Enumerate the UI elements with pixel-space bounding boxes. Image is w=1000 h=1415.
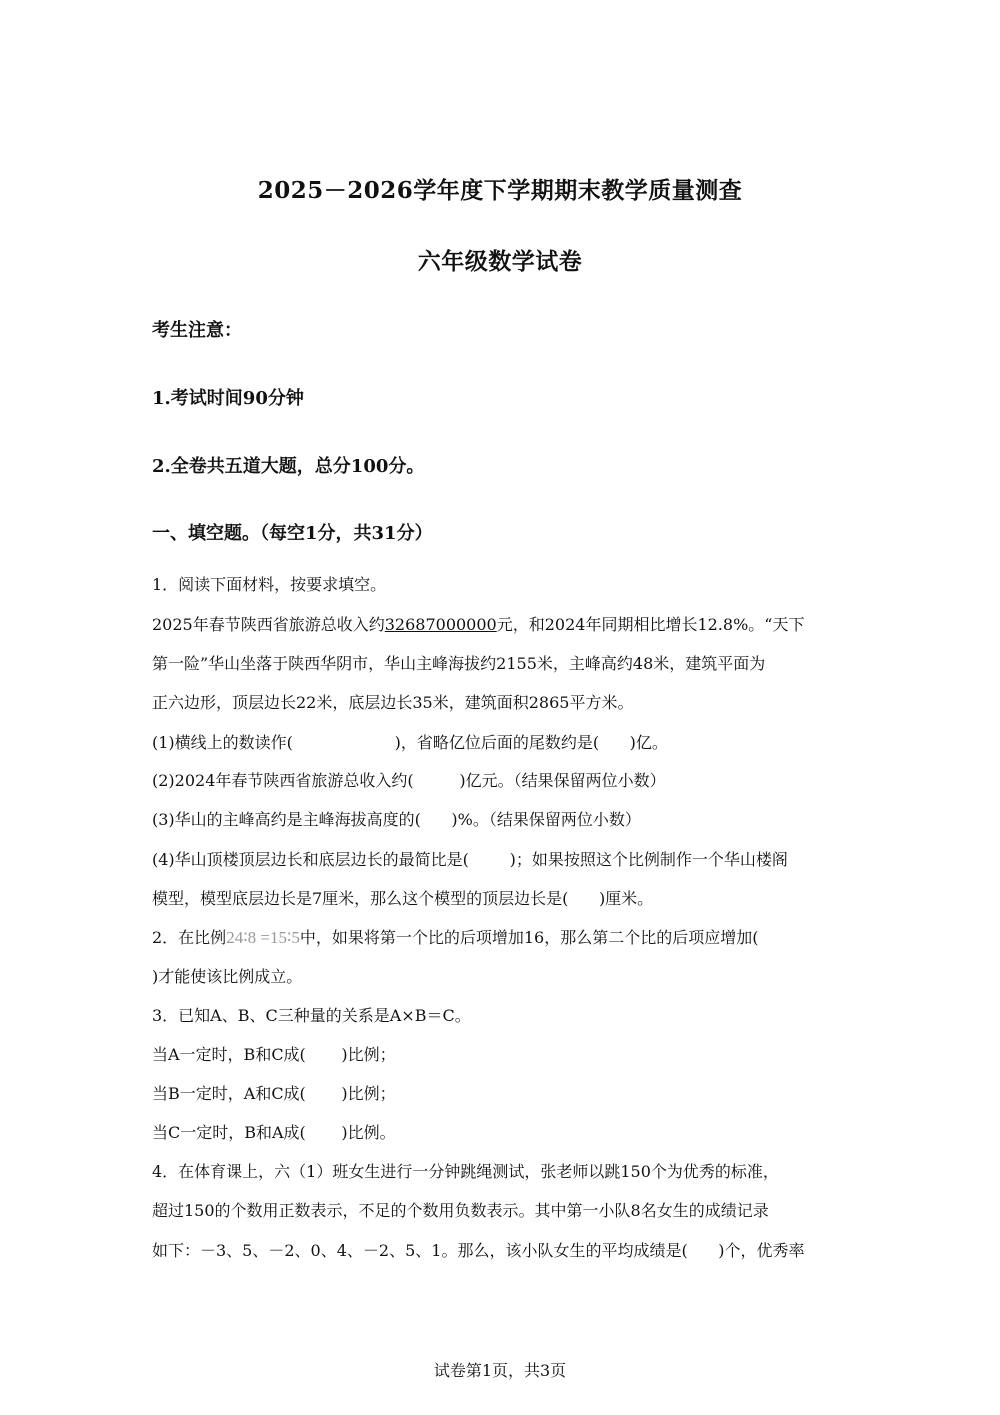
exam-subtitle: 六年级数学试卷 — [417, 248, 583, 275]
question-2-before: 2．在比例 — [152, 928, 227, 947]
question-1-material-line2: 第一险”华山坐落于陕西华阴市，华山主峰海拔约2155米，主峰高约48米，建筑平面为 — [152, 654, 766, 673]
question-3-case-b: 当B一定时，A和C成( )比例； — [152, 1084, 396, 1103]
question-1-part-1: (1)横线上的数读作( )，省略亿位后面的尾数约是( )亿。 — [152, 733, 668, 752]
question-1-material-line1 — [152, 612, 804, 635]
page-footer: 试卷第1页，共3页 — [433, 1361, 567, 1380]
underlined-number: 32687000000 — [384, 615, 497, 634]
question-1-intro: 1．阅读下面材料，按要求填空。 — [152, 575, 387, 594]
section-fill-in-heading: 一、填空题。（每空1分，共31分） — [152, 523, 433, 544]
question-3-case-a: 当A一定时，B和C成( )比例； — [152, 1045, 396, 1064]
question-2-after: 中，如果将第一个比的后项增加16，那么第二个比的后项应增加( — [299, 928, 759, 947]
question-2-line2: )才能使该比例成立。 — [152, 967, 303, 986]
question-1-part-3: (3)华山的主峰高约是主峰海拔高度的( )%。（结果保留两位小数） — [152, 810, 641, 829]
question-4-line3: 如下：－3、5、－2、0、4、－2、5、1。那么，该小队女生的平均成绩是( )个，优秀率 — [152, 1241, 805, 1260]
question-1-part-2: (2)2024年春节陕西省旅游总收入约( )亿元。（结果保留两位小数） — [152, 771, 666, 790]
question-4-line2: 超过150的个数用正数表示，不足的个数用负数表示。其中第一小队8名女生的成绩记录 — [152, 1201, 769, 1220]
question-1-part-4-line1: (4)华山顶楼顶层边长和底层边长的最简比是( )；如果按照这个比例制作一个华山楼阁 — [152, 850, 788, 869]
material-text-a: 2025年春节陕西省旅游总收入约 — [152, 615, 385, 634]
notice-item-time: 1.考试时间90分钟 — [152, 388, 304, 409]
proportion-formula: 24∶8 =15∶5 — [226, 928, 300, 947]
question-1-material-line3: 正六边形，顶层边长22米，底层边长35米，建筑面积2865平方米。 — [152, 693, 634, 712]
question-2-line1 — [152, 925, 758, 948]
notice-heading: 考生注意： — [152, 320, 242, 341]
material-text-b: 元，和2024年同期相比增长12.8%。“天下 — [496, 615, 805, 634]
notice-item-score: 2.全卷共五道大题，总分100分。 — [152, 456, 425, 477]
question-3-intro: 3．已知A、B、C三种量的关系是A×B＝C。 — [152, 1006, 471, 1025]
exam-title: 2025－2026学年度下学期期末教学质量测查 — [257, 177, 743, 204]
question-3-case-c: 当C一定时，B和A成( )比例。 — [152, 1123, 396, 1142]
question-4-line1: 4．在体育课上，六（1）班女生进行一分钟跳绳测试，张老师以跳150个为优秀的标准， — [152, 1162, 779, 1181]
question-1-part-4-line2: 模型，模型底层边长是7厘米，那么这个模型的顶层边长是( )厘米。 — [152, 889, 654, 908]
